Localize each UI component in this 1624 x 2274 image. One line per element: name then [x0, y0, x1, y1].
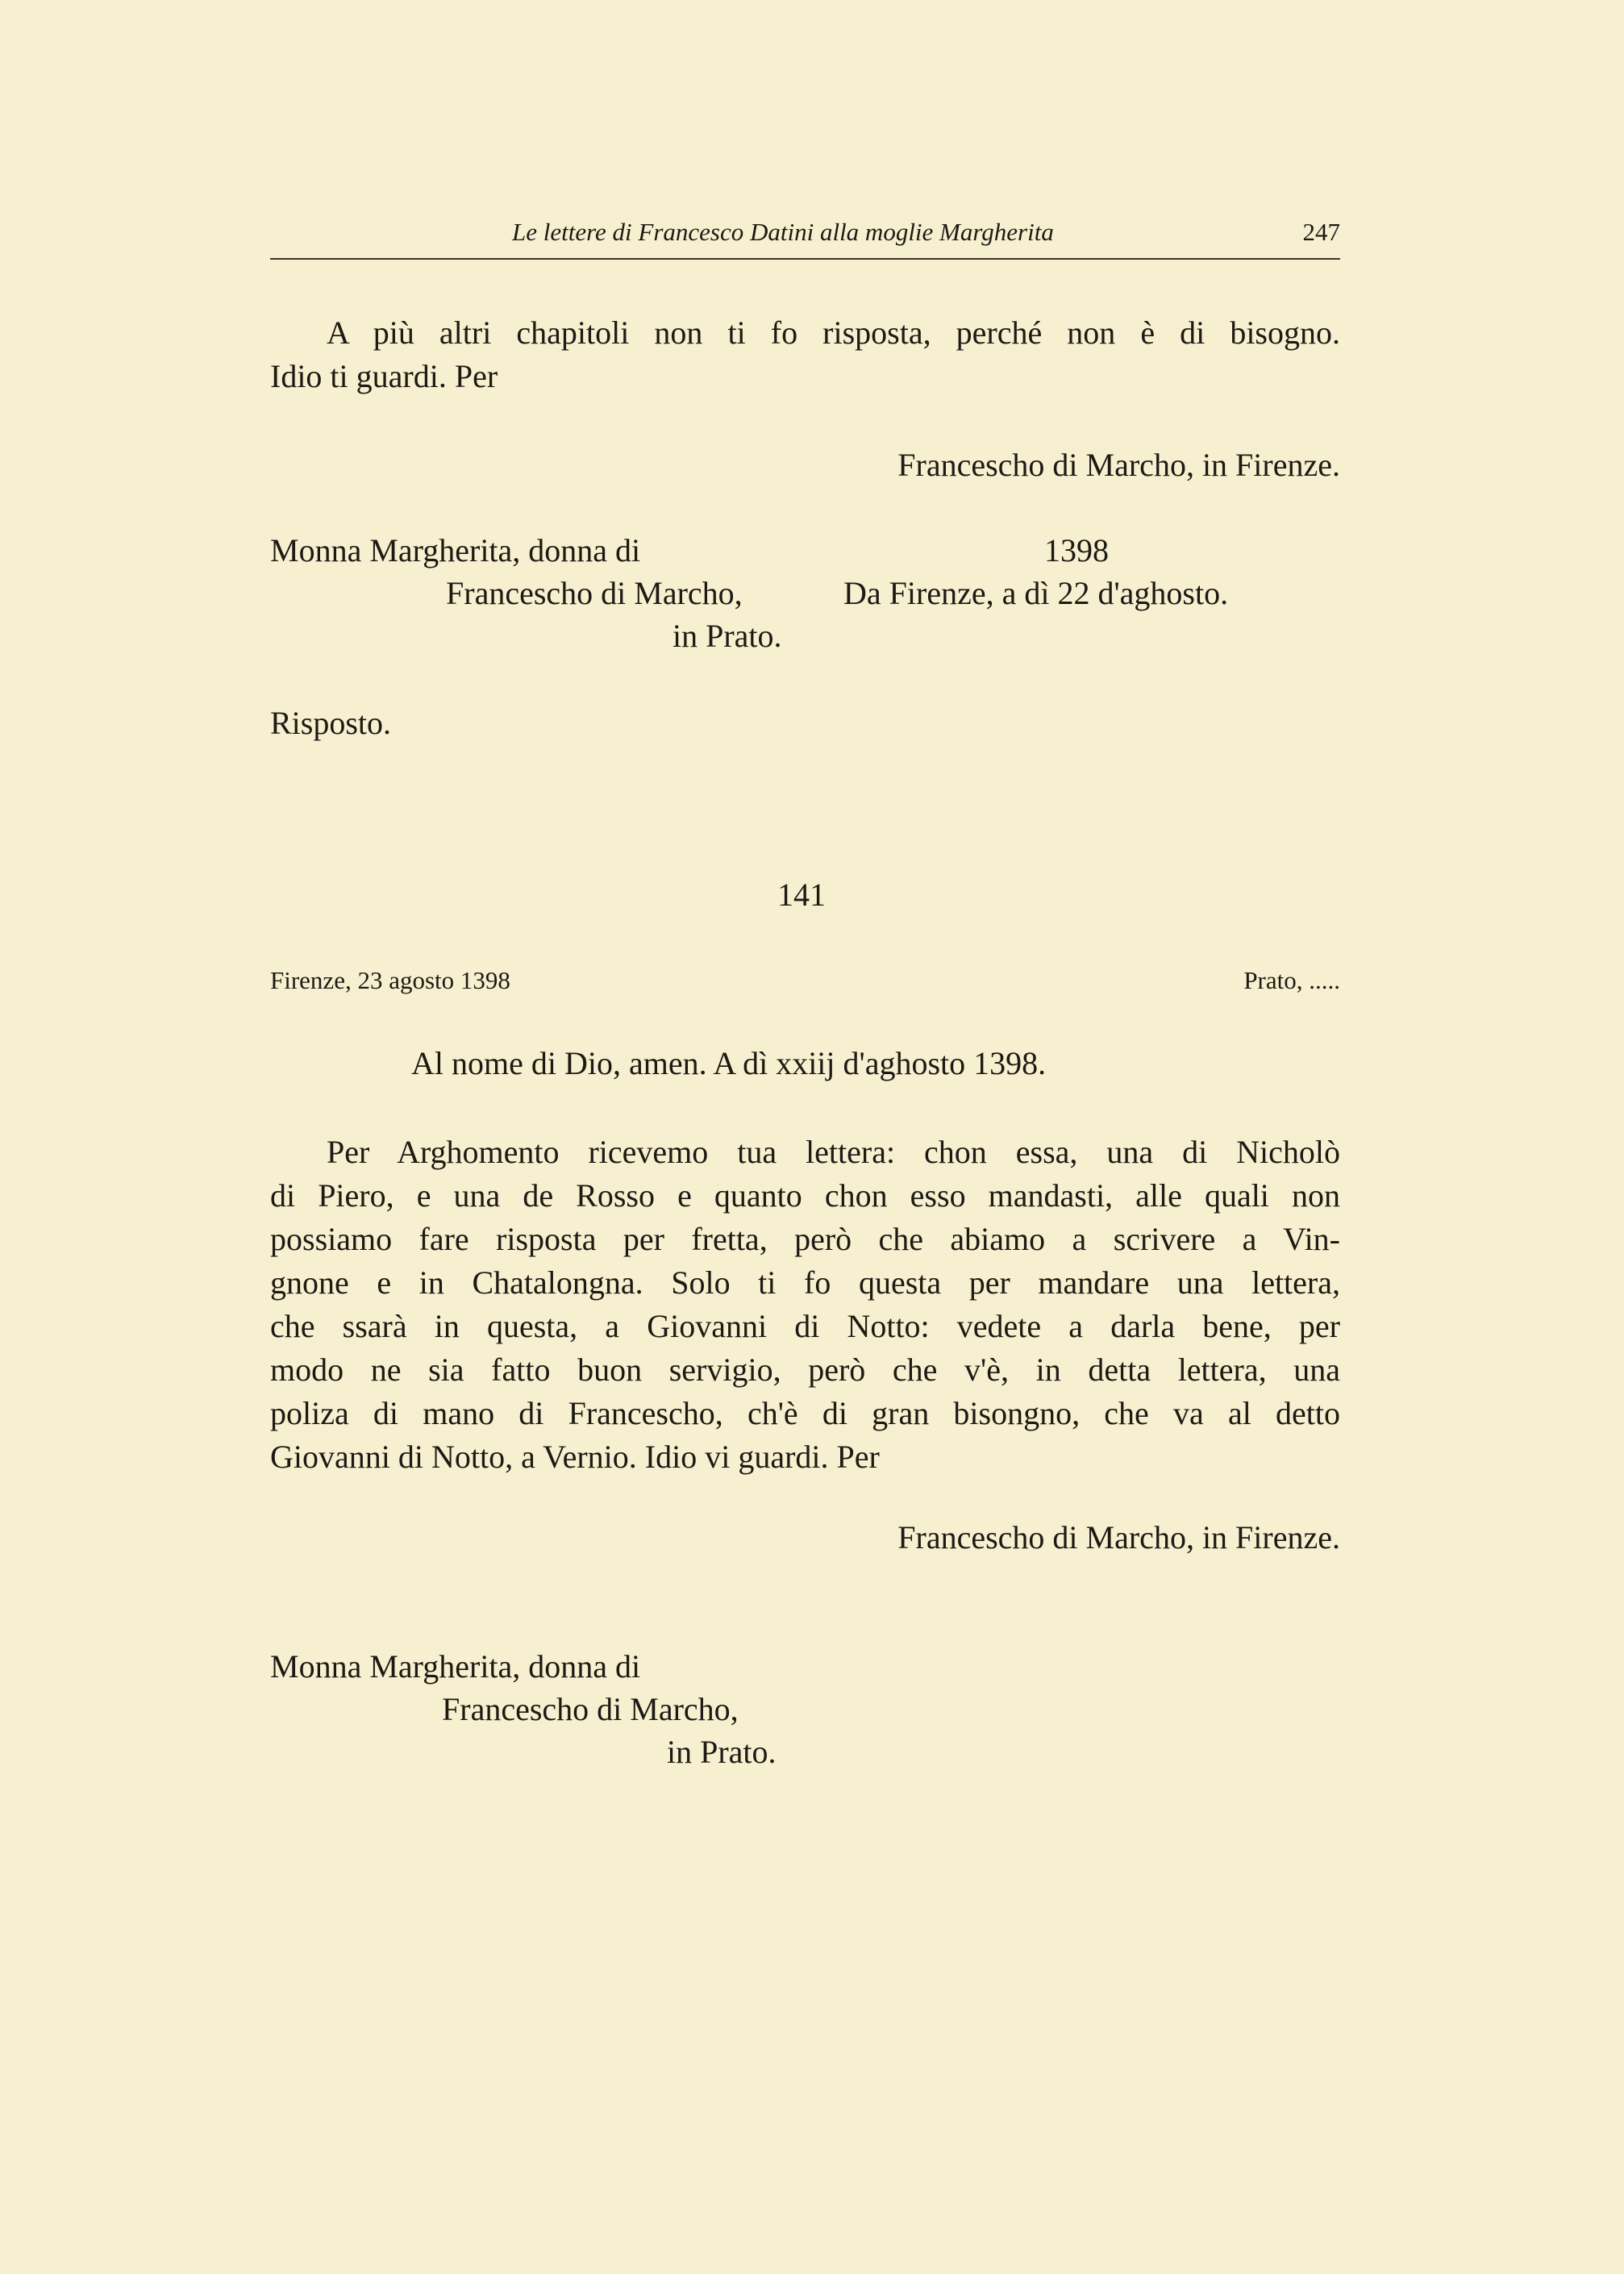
body-line-3: possiamo fare risposta per fretta, però che abiamo a scrivere a Vin- [270, 1221, 1340, 1257]
body-line-2: di Piero, e una de Rosso e quanto chon esso mandasti, alle quali non [270, 1177, 1340, 1214]
letter-opening: Al nome di Dio, amen. A dì xxiij d'aghosto 1398. [411, 1045, 1047, 1081]
body-line-1: Per Arghomento ricevemo tua lettera: chon essa, una di Nicholò [327, 1134, 1340, 1170]
reply-note-140: Risposto. [270, 705, 392, 741]
address-141-line-3: in Prato. [667, 1734, 777, 1770]
running-title: Le lettere di Francesco Datini alla moglie Margherita [512, 218, 1054, 246]
origin-note-140: Da Firenze, a dì 22 d'aghosto. [843, 575, 1229, 611]
letter-body [270, 1131, 1340, 1479]
address-140-line-3: in Prato. [673, 618, 782, 654]
letter-number: 141 [777, 877, 826, 913]
address-140-line-2: Francescho di Marcho, [446, 575, 743, 611]
place-date-right: Prato, ..... [1243, 966, 1340, 994]
body-line-7: poliza di mano di Francescho, ch'è di gran bisongno, che va al detto [270, 1395, 1340, 1431]
body-line-4: gnone e in Chatalongna. Solo ti fo questa per mandare una lettera, [270, 1264, 1340, 1301]
address-141-line-1: Monna Margherita, donna di [270, 1648, 641, 1685]
place-date-left: Firenze, 23 agosto 1398 [270, 966, 510, 994]
body-line-5: che ssarà in questa, a Giovanni di Notto: vedete a darla bene, per [270, 1308, 1340, 1344]
closing-line-1: A più altri chapitoli non ti fo risposta, perché non è di bisogno. [327, 314, 1340, 351]
address-141-line-2: Francescho di Marcho, [442, 1691, 739, 1727]
page-number: 247 [1302, 218, 1340, 246]
address-140-line-1: Monna Margherita, donna di [270, 532, 641, 568]
body-line-6: modo ne sia fatto buon servigio, però che v'è, in detta lettera, una [270, 1351, 1340, 1388]
signature-140: Francescho di Marcho, in Firenze. [897, 447, 1340, 483]
body-line-8: Giovanni di Notto, a Vernio. Idio vi guardi. Per [270, 1439, 880, 1475]
closing-paragraph [270, 311, 1340, 398]
closing-line-2: Idio ti guardi. Per [270, 358, 498, 394]
year-note-140: 1398 [1044, 532, 1109, 568]
running-header [270, 211, 1340, 260]
signature-141: Francescho di Marcho, in Firenze. [897, 1519, 1340, 1556]
